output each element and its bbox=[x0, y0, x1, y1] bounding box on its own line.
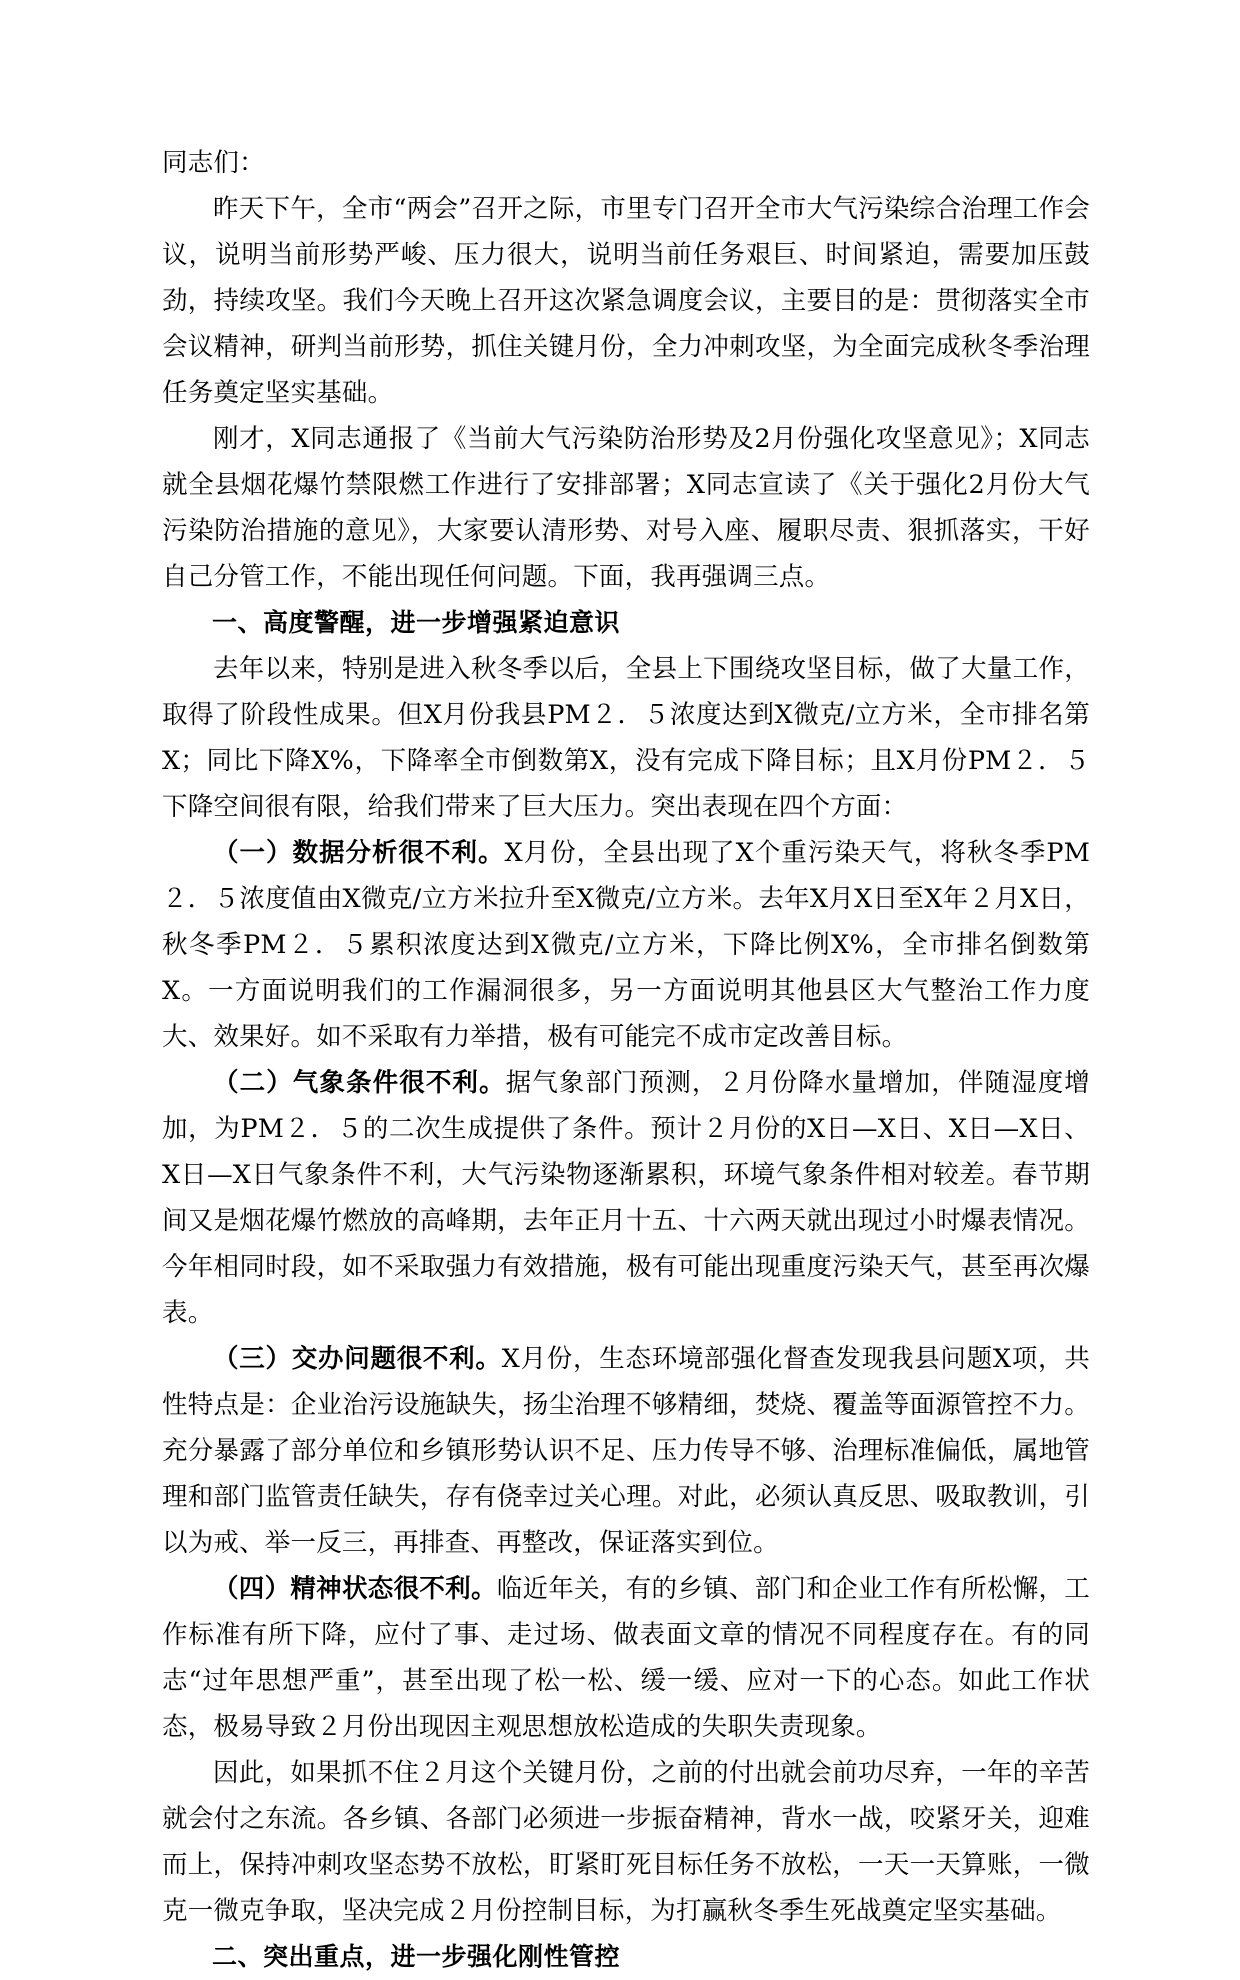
document-body bbox=[162, 140, 1090, 1980]
section-one-heading: 一、高度警醒，进一步增强紧迫意识 bbox=[212, 608, 621, 637]
section-one-item-1-lead: （一）数据分析很不利。 bbox=[213, 838, 505, 868]
section-one-item-4-lead: （四）精神状态很不利。 bbox=[213, 1574, 497, 1604]
section-one-closing: 因此，如果抓不住２月这个关键月份，之前的付出就会前功尽弃，一年的辛苦就会付之东流。各乡镇、各部门必须进一步振奋精神，背水一战，咬紧牙关，迎难而上，保持冲刺攻坚态势不放松，盯紧盯死目标任务不放松，一天一天算账，一微克一微克争取，坚决完成２月份控制目标，为打赢秋冬季生死战奠定坚实基础。 bbox=[162, 1758, 1090, 1926]
paragraph-opening-1: 昨天下午，全市“两会”召开之际，市里专门召开全市大气污染综合治理工作会议，说明当前形势严峻、压力很大，说明当前任务艰巨、时间紧迫，需要加压鼓劲，持续攻坚。我们今天晚上召开这次紧急调度会议，主要目的是：贯彻落实全市会议精神，研判当前形势，抓住关键月份，全力冲刺攻坚，为全面完成秋冬季治理任务奠定坚实基础。 bbox=[162, 194, 1090, 408]
section-one-item-3-lead: （三）交办问题很不利。 bbox=[213, 1344, 502, 1374]
section-one-item-4-text: 临近年关，有的乡镇、部门和企业工作有所松懈，工作标准有所下降，应付了事、走过场、做表面文章的情况不同程度存在。有的同志“过年思想严重”，甚至出现了松一松、缓一缓、应对一下的心态。如此工作状态，极易导致２月份出现因主观思想放松造成的失职失责现象。 bbox=[162, 1574, 1090, 1742]
section-one-item-3-text: X月份，生态环境部强化督查发现我县问题X项，共性特点是：企业治污设施缺失，扬尘治理不够精细，焚烧、覆盖等面源管控不力。充分暴露了部分单位和乡镇形势认识不足、压力传导不够、治理标准偏低，属地管理和部门监管责任缺失，存有侥幸过关心理。对此，必须认真反思、吸取教训，引以为戒、举一反三，再排查、再整改，保证落实到位。 bbox=[162, 1344, 1090, 1558]
paragraph-opening-2: 刚才，X同志通报了《当前大气污染防治形势及2月份强化攻坚意见》；X同志就全县烟花爆竹禁限燃工作进行了安排部署；X同志宣读了《关于强化2月份大气污染防治措施的意见》，大家要认清形势、对号入座、履职尽责、狠抓落实，干好自己分管工作，不能出现任何问题。下面，我再强调三点。 bbox=[162, 424, 1090, 592]
section-one-item-2 bbox=[162, 1060, 1090, 1336]
salutation: 同志们： bbox=[162, 148, 265, 178]
section-one-item-2-lead: （二）气象条件很不利。 bbox=[213, 1068, 506, 1098]
section-one-item-1 bbox=[162, 830, 1090, 1060]
section-one-intro: 去年以来，特别是进入秋冬季以后，全县上下围绕攻坚目标，做了大量工作，取得了阶段性成果。但X月份我县PM２．５浓度达到X微克/立方米，全市排名第X；同比下降X%，下降率全市倒数第X，没有完成下降目标；且X月份PM２．５下降空间很有限，给我们带来了巨大压力。突出表现在四个方面： bbox=[162, 654, 1090, 822]
section-one-item-4 bbox=[162, 1566, 1090, 1750]
section-one-item-2-text: 据气象部门预测，２月份降水量增加，伴随湿度增加，为PM２．５的二次生成提供了条件。预计２月份的X日—X日、X日—X日、X日—X日气象条件不利，大气污染物逐渐累积，环境气象条件相对较差。春节期间又是烟花爆竹燃放的高峰期，去年正月十五、十六两天就出现过小时爆表情况。今年相同时段，如不采取强力有效措施，极有可能出现重度污染天气，甚至再次爆表。 bbox=[162, 1068, 1091, 1328]
section-one-item-1-text: X月份，全县出现了X个重污染天气，将秋冬季PM２．５浓度值由X微克/立方米拉升至X微克/立方米。去年X月X日至X年２月X日，秋冬季PM２．５累积浓度达到X微克/立方米，下降比例X%，全市排名倒数第X。一方面说明我们的工作漏洞很多，另一方面说明其他县区大气整治工作力度大、效果好。如不采取有力举措，极有可能完不成市定改善目标。 bbox=[162, 838, 1090, 1052]
section-two-heading: 二、突出重点，进一步强化刚性管控 bbox=[212, 1942, 621, 1971]
section-one-item-3 bbox=[162, 1336, 1090, 1566]
